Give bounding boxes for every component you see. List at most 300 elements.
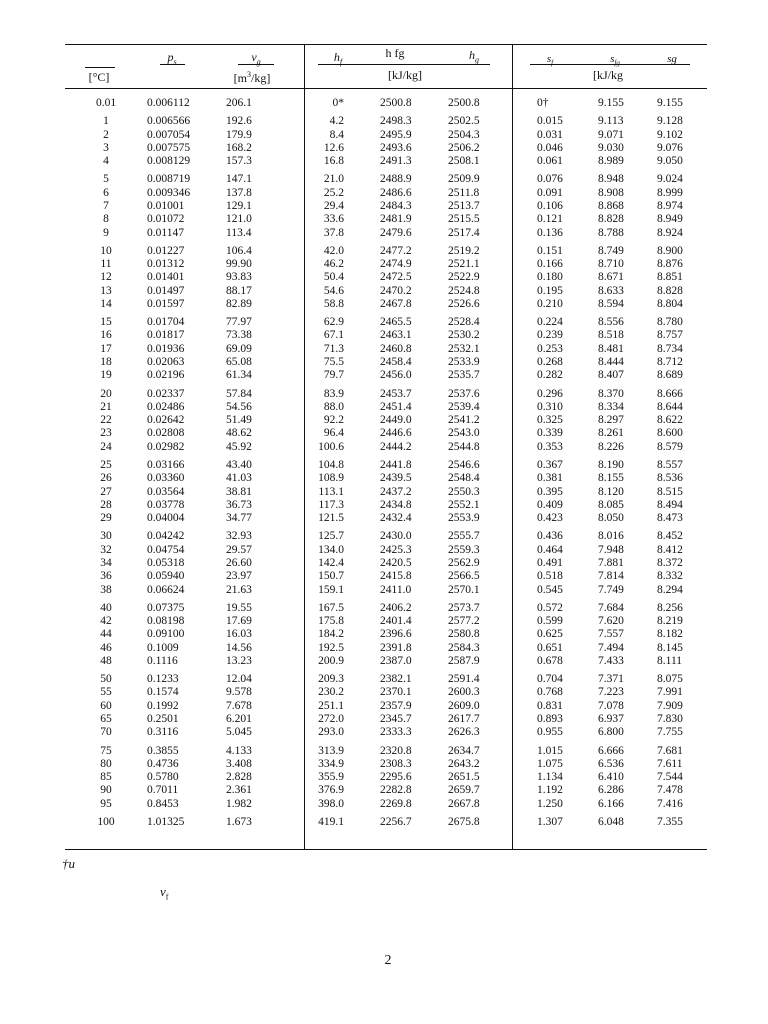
specific-volume-vg-cell: 2.828 [226,771,252,784]
temperature-cell: 6 [103,186,109,199]
pressure-cell: 0.03166 [147,458,185,471]
table-row [0,315,768,329]
temperature-cell: 70 [100,726,112,739]
enthalpy-hfg-cell: 2484.3 [380,199,412,212]
table-row [0,426,768,440]
temperature-cell: 5 [103,173,109,186]
enthalpy-hfg-cell: 2477.2 [380,244,412,257]
temperature-cell: 90 [100,784,112,797]
entropy-sg-cell: 8.804 [657,297,683,310]
specific-volume-vg-cell: 2.361 [226,784,252,797]
entropy-sfg-cell: 8.085 [598,498,624,511]
pressure-cell: 0.01227 [147,244,185,257]
enthalpy-hg-cell: 2530.2 [448,329,480,342]
temperature-cell: 2 [103,128,109,141]
pressure-cell: 0.007054 [147,128,191,141]
enthalpy-hf-cell: 67.1 [323,329,344,342]
entropy-sg-cell: 8.666 [657,387,683,400]
entropy-sfg-cell: 7.371 [598,673,624,686]
pressure-cell: 0.05318 [147,556,185,569]
specific-volume-vg-cell: 48.62 [226,427,252,440]
h-group-underline [318,64,490,65]
specific-volume-vg-cell: 65.08 [226,356,252,368]
temperature-cell: 29 [100,512,112,525]
enthalpy-hf-cell: 8.4 [329,128,344,141]
entropy-sf-cell: 0† [537,97,549,109]
temperature-cell: 100 [97,815,115,828]
table-row [0,297,768,311]
entropy-sg-cell: 7.991 [657,686,683,699]
entropy-sfg-cell: 6.286 [598,784,624,797]
pressure-cell: 0.04242 [147,530,185,543]
enthalpy-hg-cell: 2526.6 [448,297,480,310]
entropy-sg-cell: 8.622 [657,414,683,427]
entropy-sf-cell: 0.572 [537,601,563,614]
sg-header: sg [667,53,677,65]
specific-volume-vg-cell: 34.77 [226,512,252,525]
entropy-sfg-cell: 7.948 [598,543,624,556]
enthalpy-hg-cell: 2626.3 [448,726,480,739]
enthalpy-hf-cell: 230.2 [318,686,344,699]
enthalpy-hg-cell: 2506.2 [448,141,480,154]
enthalpy-hg-cell: 2535.7 [448,369,480,382]
enthalpy-hfg-cell: 2441.8 [380,458,412,471]
enthalpy-hfg-cell: 2500.8 [380,97,412,109]
top-rule [65,44,707,45]
specific-volume-vg-cell: 45.92 [226,440,252,453]
temperature-cell: 1 [103,115,109,128]
enthalpy-hg-cell: 2643.2 [448,757,480,770]
entropy-sfg-cell: 7.494 [598,641,624,654]
entropy-sfg-cell: 8.594 [598,297,624,310]
temperature-cell: 15 [100,316,112,329]
enthalpy-hg-cell: 2584.3 [448,641,480,654]
temperature-cell: 95 [100,797,112,810]
table-row [0,270,768,284]
enthalpy-hf-cell: 42.0 [323,244,344,257]
table-row [0,556,768,570]
entropy-sf-cell: 0.599 [537,615,563,627]
temperature-cell: 4 [103,155,109,168]
enthalpy-hfg-cell: 2282.8 [380,784,412,797]
entropy-sfg-cell: 8.334 [598,400,624,413]
entropy-sfg-cell: 7.881 [598,556,624,569]
table-row [0,368,768,382]
enthalpy-hfg-cell: 2472.5 [380,271,412,284]
table-row [0,96,768,110]
entropy-sfg-cell: 6.166 [598,797,624,810]
enthalpy-hf-cell: 251.1 [318,699,344,712]
pressure-cell: 1.01325 [147,815,185,828]
entropy-sf-cell: 0.625 [537,628,563,641]
specific-volume-vg-cell: 77.97 [226,316,252,329]
temperature-cell: 10 [100,244,112,257]
pressure-cell: 0.006112 [147,97,190,109]
specific-volume-vg-cell: 7.678 [226,699,252,712]
enthalpy-hg-cell: 2502.5 [448,115,480,128]
pressure-cell: 0.3116 [147,726,179,739]
table-row [0,725,768,739]
enthalpy-hfg-cell: 2411.0 [380,583,412,596]
entropy-sg-cell: 8.452 [657,530,683,543]
entropy-sg-cell: 8.294 [657,583,683,596]
enthalpy-hg-cell: 2566.5 [448,570,480,583]
enthalpy-hf-cell: 121.5 [318,512,344,525]
entropy-sg-cell: 7.355 [657,815,683,828]
entropy-sfg-cell: 7.557 [598,628,624,641]
pressure-cell: 0.02337 [147,387,185,400]
entropy-sfg-cell: 6.048 [598,815,624,828]
pressure-cell: 0.07375 [147,601,185,614]
entropy-sf-cell: 0.545 [537,583,563,596]
pressure-cell: 0.008129 [147,155,191,168]
entropy-sg-cell: 7.478 [657,784,683,797]
pressure-cell: 0.06624 [147,583,185,596]
temperature-cell: 13 [100,284,112,297]
entropy-sg-cell: 8.689 [657,369,683,382]
bottom-rule [65,849,707,850]
enthalpy-hfg-cell: 2456.0 [380,369,412,382]
enthalpy-hf-cell: 100.6 [318,440,344,453]
entropy-sg-cell: 8.712 [657,356,683,368]
entropy-sfg-cell: 8.226 [598,440,624,453]
enthalpy-hf-cell: 200.9 [318,654,344,667]
enthalpy-hf-cell: 175.8 [318,615,344,627]
specific-volume-vg-cell: 206.1 [226,97,252,109]
enthalpy-hg-cell: 2522.9 [448,271,480,284]
entropy-sfg-cell: 6.937 [598,713,624,725]
temperature-cell: 75 [100,744,112,757]
enthalpy-hg-cell: 2573.7 [448,601,480,614]
pressure-cell: 0.01597 [147,297,185,310]
enthalpy-hf-cell: 272.0 [318,713,344,725]
enthalpy-hfg-cell: 2333.3 [380,726,412,739]
enthalpy-hg-cell: 2591.4 [448,673,480,686]
enthalpy-hfg-cell: 2437.2 [380,485,412,498]
specific-volume-vg-cell: 106.4 [226,244,252,257]
entropy-sf-cell: 1.134 [537,771,563,784]
entropy-sg-cell: 9.076 [657,141,683,154]
table-row [0,284,768,298]
entropy-sfg-cell: 8.444 [598,356,624,368]
temperature-cell: 20 [100,387,112,400]
entropy-sf-cell: 0.367 [537,458,563,471]
pressure-cell: 0.008719 [147,173,191,186]
enthalpy-hg-cell: 2528.4 [448,316,480,329]
table-row [0,440,768,454]
table-row [0,458,768,472]
entropy-sg-cell: 8.757 [657,329,683,342]
specific-volume-vg-cell: 69.09 [226,342,252,355]
specific-volume-vg-cell: 26.60 [226,556,252,569]
temperature-cell: 14 [100,297,112,310]
enthalpy-hfg-cell: 2370.1 [380,686,412,699]
entropy-sg-cell: 8.644 [657,400,683,413]
entropy-sfg-cell: 6.666 [598,744,624,757]
enthalpy-hfg-cell: 2449.0 [380,414,412,427]
temperature-cell: 27 [100,485,112,498]
enthalpy-hf-cell: 79.7 [323,369,344,382]
specific-volume-vg-cell: 179.9 [226,128,252,141]
temperature-cell: 32 [100,543,112,556]
temperature-cell: 17 [100,342,112,355]
entropy-sf-cell: 0.239 [537,329,563,342]
enthalpy-hfg-cell: 2444.2 [380,440,412,453]
entropy-sf-cell: 0.180 [537,271,563,284]
temperature-cell: 12 [100,271,112,284]
enthalpy-hfg-cell: 2295.6 [380,771,412,784]
pressure-cell: 0.1009 [147,641,179,654]
table-row [0,770,768,784]
entropy-sf-cell: 0.031 [537,128,563,141]
pressure-cell: 0.7011 [147,784,179,797]
entropy-unit: [kJ/kg [593,68,623,82]
enthalpy-hfg-cell: 2269.8 [380,797,412,810]
pressure-cell: 0.1992 [147,699,179,712]
specific-volume-vg-cell: 43.40 [226,458,252,471]
table-row [0,511,768,525]
entropy-sf-cell: 0.076 [537,173,563,186]
enthalpy-hf-cell: 83.9 [323,387,344,400]
entropy-sfg-cell: 8.016 [598,530,624,543]
temperature-cell: 0.01 [95,97,117,109]
temperature-cell: 25 [100,458,112,471]
entropy-sf-cell: 1.192 [537,784,563,797]
temperature-cell: 36 [100,570,112,583]
pressure-cell: 0.8453 [147,797,179,810]
entropy-sg-cell: 7.681 [657,744,683,757]
specific-volume-vg-cell: 4.133 [226,744,252,757]
entropy-sfg-cell: 6.536 [598,757,624,770]
entropy-sg-cell: 7.544 [657,771,683,784]
temperature-cell: 19 [100,369,112,382]
entropy-sg-cell: 7.755 [657,726,683,739]
enthalpy-hf-cell: 209.3 [318,673,344,686]
enthalpy-hf-cell: 58.8 [323,297,344,310]
entropy-sg-cell: 8.372 [657,556,683,569]
pressure-cell: 0.1116 [147,654,178,667]
entropy-sg-cell: 7.909 [657,699,683,712]
enthalpy-hg-cell: 2511.8 [448,186,480,199]
entropy-sf-cell: 0.339 [537,427,563,440]
table-row [0,471,768,485]
enthalpy-hg-cell: 2600.3 [448,686,480,699]
pressure-cell: 0.1574 [147,686,179,699]
specific-volume-vg-cell: 21.63 [226,583,252,596]
entropy-sfg-cell: 7.223 [598,686,624,699]
temperature-cell: 85 [100,771,112,784]
specific-volume-vg-cell: 13.23 [226,654,252,667]
entropy-sg-cell: 8.900 [657,244,683,257]
entropy-sf-cell: 0.136 [537,226,563,239]
entropy-sfg-cell: 7.078 [598,699,624,712]
enthalpy-hfg-cell: 2498.3 [380,115,412,128]
pressure-cell: 0.3855 [147,744,179,757]
enthalpy-hg-cell: 2517.4 [448,226,480,239]
table-row [0,128,768,142]
entropy-sfg-cell: 8.749 [598,244,624,257]
table-row [0,186,768,200]
temperature-cell: 7 [103,199,109,212]
table-row [0,614,768,628]
enthalpy-hfg-cell: 2465.5 [380,316,412,329]
entropy-sfg-cell: 8.050 [598,512,624,525]
specific-volume-vg-cell: 129.1 [226,199,252,212]
enthalpy-hg-cell: 2552.1 [448,498,480,511]
specific-volume-vg-cell: 29.57 [226,543,252,556]
entropy-sfg-cell: 8.297 [598,414,624,427]
enthalpy-hg-cell: 2509.9 [448,173,480,186]
temperature-cell: 38 [100,583,112,596]
hg-header: $h_g$ [469,48,479,65]
entropy-sfg-cell: 8.633 [598,284,624,297]
entropy-sg-cell: 8.734 [657,342,683,355]
specific-volume-vg-cell: 121.0 [226,213,252,226]
enthalpy-hf-cell: 33.6 [323,213,344,226]
entropy-sg-cell: 7.611 [657,757,683,770]
enthalpy-hfg-cell: 2446.6 [380,427,412,440]
enthalpy-hg-cell: 2546.6 [448,458,480,471]
entropy-sfg-cell: 9.071 [598,128,624,141]
entropy-sf-cell: 0.353 [537,440,563,453]
enthalpy-hf-cell: 29.4 [323,199,344,212]
entropy-sfg-cell: 7.684 [598,601,624,614]
specific-volume-vg-cell: 113.4 [226,226,252,239]
entropy-sf-cell: 0.893 [537,713,563,725]
enthalpy-hg-cell: 2634.7 [448,744,480,757]
enthalpy-hfg-cell: 2396.6 [380,628,412,641]
table-row [0,387,768,401]
entropy-sf-cell: 0.651 [537,641,563,654]
temperature-cell: 48 [100,654,112,667]
enthalpy-hf-cell: 167.5 [318,601,344,614]
enthalpy-hg-cell: 2651.5 [448,771,480,784]
pressure-cell: 0.009346 [147,186,191,199]
entropy-sf-cell: 1.075 [537,757,563,770]
specific-volume-vg-cell: 88.17 [226,284,252,297]
enthalpy-hg-cell: 2559.3 [448,543,480,556]
enthalpy-hfg-cell: 2425.3 [380,543,412,556]
table-row [0,569,768,583]
enthalpy-hg-cell: 2580.8 [448,628,480,641]
specific-volume-vg-cell: 137.8 [226,186,252,199]
enthalpy-hf-cell: 398.0 [318,797,344,810]
temperature-cell: 44 [100,628,112,641]
entropy-sf-cell: 0.166 [537,258,563,270]
pressure-cell: 0.03778 [147,498,185,511]
pressure-cell: 0.5780 [147,771,179,784]
enthalpy-hg-cell: 2587.9 [448,654,480,667]
enthalpy-hfg-cell: 2488.9 [380,173,412,186]
enthalpy-hf-cell: 54.6 [323,284,344,297]
specific-volume-vg-cell: 38.81 [226,485,252,498]
entropy-sf-cell: 0.395 [537,485,563,498]
pressure-cell: 0.4736 [147,757,179,770]
table-row [0,654,768,668]
enthalpy-hfg-cell: 2308.3 [380,757,412,770]
enthalpy-hfg-cell: 2493.6 [380,141,412,154]
specific-volume-vg-cell: 6.201 [226,713,252,725]
table-row [0,744,768,758]
entropy-sg-cell: 8.412 [657,543,683,556]
pressure-cell: 0.01001 [147,199,185,212]
entropy-sg-cell: 8.111 [657,654,683,667]
enthalpy-hf-cell: 104.8 [318,458,344,471]
entropy-sf-cell: 0.061 [537,155,563,168]
temperature-cell: 21 [100,400,112,413]
entropy-sfg-cell: 8.788 [598,226,624,239]
enthalpy-hg-cell: 2504.3 [448,128,480,141]
entropy-sf-cell: 0.091 [537,186,563,199]
specific-volume-vg-cell: 93.83 [226,271,252,284]
temperature-cell: 11 [100,258,112,270]
enthalpy-hf-cell: 88.0 [323,400,344,413]
enthalpy-hfg-cell: 2432.4 [380,512,412,525]
enthalpy-hfg-cell: 2470.2 [380,284,412,297]
entropy-sfg-cell: 8.948 [598,173,624,186]
specific-volume-vg-cell: 54.56 [226,400,252,413]
specific-volume-vg-cell: 5.045 [226,726,252,739]
table-row [0,244,768,258]
specific-volume-vg-cell: 147.1 [226,173,252,186]
enthalpy-hf-cell: 117.3 [318,498,344,511]
entropy-sfg-cell: 7.814 [598,570,624,583]
specific-volume-vg-cell: 57.84 [226,387,252,400]
entropy-sg-cell: 8.579 [657,440,683,453]
entropy-sg-cell: 9.128 [657,115,683,128]
temperature-cell: 24 [100,440,112,453]
table-row [0,154,768,168]
enthalpy-hfg-cell: 2415.8 [380,570,412,583]
enthalpy-hg-cell: 2659.7 [448,784,480,797]
entropy-sg-cell: 9.050 [657,155,683,168]
enthalpy-hfg-cell: 2391.8 [380,641,412,654]
entropy-sf-cell: 0.678 [537,654,563,667]
table-row [0,529,768,543]
enthalpy-hf-cell: 293.0 [318,726,344,739]
entropy-sg-cell: 8.182 [657,628,683,641]
table-row [0,172,768,186]
temperature-cell: 26 [100,472,112,485]
enthalpy-hfg-cell: 2439.5 [380,472,412,485]
entropy-sf-cell: 0.296 [537,387,563,400]
enthalpy-hfg-cell: 2434.8 [380,498,412,511]
table-row [0,699,768,713]
entropy-sf-cell: 0.955 [537,726,563,739]
enthalpy-hf-cell: 142.4 [318,556,344,569]
entropy-sf-cell: 1.250 [537,797,563,810]
entropy-sg-cell: 9.024 [657,173,683,186]
table-row [0,672,768,686]
specific-volume-vg-cell: 3.408 [226,757,252,770]
enthalpy-hg-cell: 2667.8 [448,797,480,810]
entropy-sf-cell: 0.151 [537,244,563,257]
entropy-sf-cell: 1.015 [537,744,563,757]
specific-volume-vg-cell: 1.673 [226,815,252,828]
enthalpy-hg-cell: 2532.1 [448,342,480,355]
pressure-cell: 0.01401 [147,271,185,284]
entropy-sg-cell: 7.416 [657,797,683,810]
specific-volume-vg-cell: 9.578 [226,686,252,699]
pressure-cell: 0.02642 [147,414,185,427]
entropy-sfg-cell: 7.620 [598,615,624,627]
entropy-sfg-cell: 8.120 [598,485,624,498]
entropy-sg-cell: 9.155 [657,97,683,109]
enthalpy-hg-cell: 2562.9 [448,556,480,569]
enthalpy-hg-cell: 2537.6 [448,387,480,400]
entropy-sfg-cell: 8.155 [598,472,624,485]
specific-volume-vg-cell: 192.6 [226,115,252,128]
